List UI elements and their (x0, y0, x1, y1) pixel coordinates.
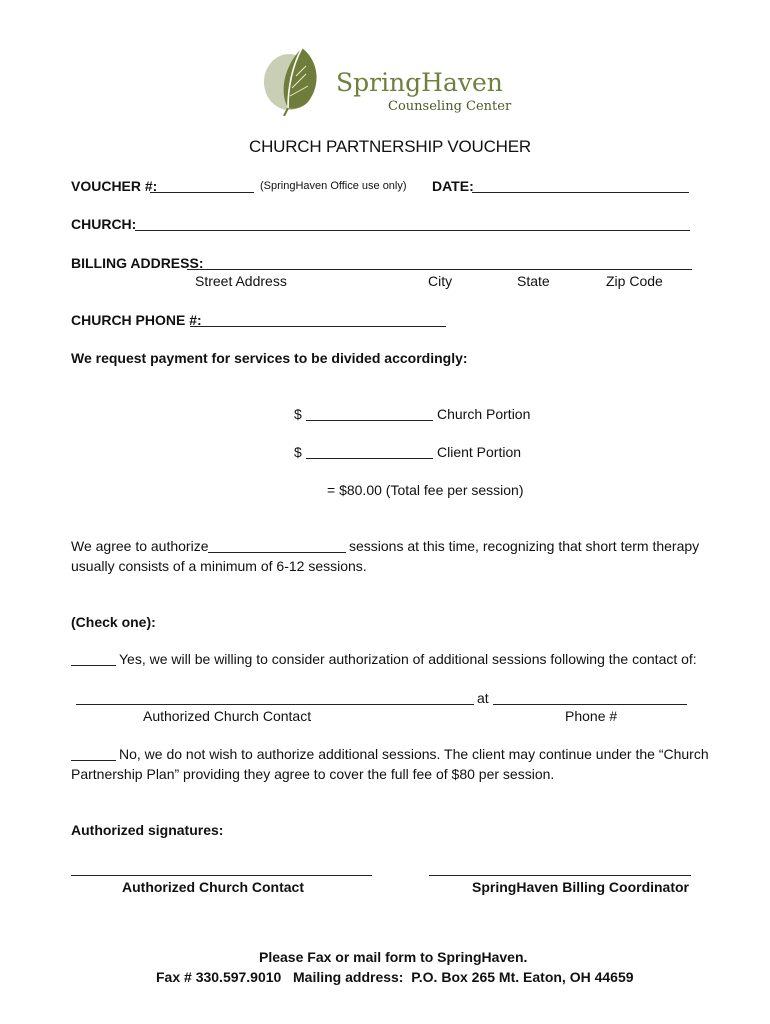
authorized-contact-field[interactable] (76, 704, 474, 705)
leaf-icon (262, 44, 328, 116)
footer-line1: Please Fax or mail form to SpringHaven. (259, 949, 528, 965)
request-heading: We request payment for services to be divided accordingly: (71, 350, 468, 366)
yes-checkbox-line[interactable] (71, 665, 116, 666)
street-caption: Street Address (195, 273, 287, 289)
client-dollar-sign: $ (294, 444, 302, 460)
no-option-text-line1: No, we do not wish to authorize additional sessions. The client may continue under the “Church (119, 746, 709, 762)
signatures-heading: Authorized signatures: (71, 822, 224, 838)
no-option-text-line2: Partnership Plan” providing they agree to cover the full fee of $80 per session. (71, 766, 555, 782)
church-label: CHURCH: (71, 216, 137, 232)
brand-name: SpringHaven (336, 68, 503, 97)
sessions-count-field[interactable] (208, 552, 346, 553)
church-phone-label: CHURCH PHONE #: (71, 312, 202, 328)
total-fee-text: = $80.00 (Total fee per session) (327, 482, 524, 498)
page-title: CHURCH PARTNERSHIP VOUCHER (249, 137, 531, 156)
church-portion-label: Church Portion (437, 406, 531, 422)
voucher-note: (SpringHaven Office use only) (260, 180, 407, 192)
voucher-field[interactable] (150, 192, 254, 193)
client-portion-label: Client Portion (437, 444, 522, 460)
authorize-line2: usually consists of a minimum of 6-12 sessions. (71, 558, 367, 574)
church-phone-field[interactable] (190, 326, 446, 327)
voucher-label: VOUCHER #: (71, 178, 158, 194)
state-caption: State (517, 273, 550, 289)
date-label: DATE: (432, 178, 474, 194)
church-field[interactable] (135, 230, 690, 231)
no-checkbox-line[interactable] (71, 760, 116, 761)
church-portion-field[interactable] (306, 420, 433, 421)
brand-tagline: Counseling Center (388, 99, 512, 114)
yes-option-text: Yes, we will be willing to consider authorization of additional sessions following the contact of: (119, 651, 697, 667)
client-portion-field[interactable] (306, 458, 433, 459)
logo (262, 44, 512, 118)
at-text: at (477, 690, 489, 706)
church-dollar-sign: $ (294, 406, 302, 422)
billing-address-label: BILLING ADDRESS: (71, 255, 204, 271)
church-signature-caption: Authorized Church Contact (122, 879, 304, 895)
date-field[interactable] (472, 192, 689, 193)
billing-address-field[interactable] (187, 269, 692, 270)
church-signature-field[interactable] (71, 875, 372, 876)
footer-line2: Fax # 330.597.9010 Mailing address: P.O. Box 265 Mt. Eaton, OH 44659 (156, 969, 634, 985)
contact-phone-field[interactable] (493, 704, 687, 705)
authorize-prefix: We agree to authorize (71, 538, 209, 554)
phone-caption: Phone # (565, 708, 618, 724)
check-one-heading: (Check one): (71, 614, 156, 630)
city-caption: City (428, 273, 453, 289)
coordinator-signature-field[interactable] (429, 875, 691, 876)
authorize-suffix: sessions at this time, recognizing that short term therapy (349, 538, 700, 554)
coordinator-signature-caption: SpringHaven Billing Coordinator (472, 879, 690, 895)
authorized-contact-caption: Authorized Church Contact (143, 708, 312, 724)
zip-caption: Zip Code (606, 273, 663, 289)
